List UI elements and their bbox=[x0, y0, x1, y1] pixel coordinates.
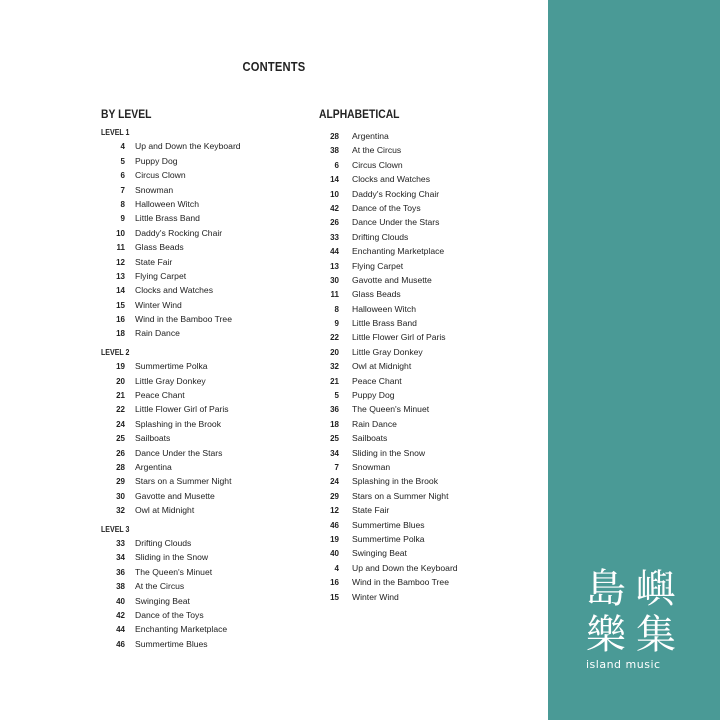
piece-title: The Queen's Minuet bbox=[352, 404, 430, 415]
list-item bbox=[101, 312, 301, 326]
page-number: 4 bbox=[120, 142, 125, 152]
list-item bbox=[101, 374, 301, 388]
list-item bbox=[319, 259, 519, 273]
piece-title: Summertime Polka bbox=[352, 533, 425, 544]
page-number: 21 bbox=[330, 376, 339, 386]
piece-title: Stars on a Summer Night bbox=[135, 476, 232, 487]
piece-title: Splashing in the Brook bbox=[135, 418, 221, 429]
piece-title: Rain Dance bbox=[352, 418, 397, 429]
piece-title: Argentina bbox=[135, 461, 172, 472]
list-item bbox=[319, 172, 519, 186]
piece-title: At the Circus bbox=[135, 581, 185, 592]
list-item bbox=[319, 489, 519, 503]
list-item bbox=[319, 546, 519, 560]
list-item bbox=[101, 565, 301, 579]
list-item bbox=[101, 211, 301, 225]
list-item bbox=[101, 255, 301, 269]
page-number: 22 bbox=[116, 405, 125, 415]
by-level-heading: BY LEVEL bbox=[101, 109, 152, 121]
list-item bbox=[319, 302, 519, 316]
list-item bbox=[101, 226, 301, 240]
page-number: 10 bbox=[116, 228, 125, 238]
piece-title: Drifting Clouds bbox=[135, 537, 192, 548]
piece-title: Little Flower Girl of Paris bbox=[135, 404, 229, 415]
page-number: 8 bbox=[120, 199, 125, 209]
piece-title: Glass Beads bbox=[135, 242, 184, 253]
list-item bbox=[319, 590, 519, 604]
page-number: 36 bbox=[330, 405, 339, 415]
piece-title: Little Brass Band bbox=[135, 213, 200, 224]
page-number: 20 bbox=[116, 376, 125, 386]
piece-title: Halloween Witch bbox=[352, 303, 416, 314]
piece-title: At the Circus bbox=[352, 145, 402, 156]
page-number: 32 bbox=[330, 362, 339, 372]
list-item bbox=[101, 608, 301, 622]
page-number: 11 bbox=[116, 243, 125, 253]
page-number: 9 bbox=[334, 319, 339, 329]
page-number: 16 bbox=[116, 315, 125, 325]
page-number: 14 bbox=[330, 175, 339, 185]
page-number: 21 bbox=[116, 391, 125, 401]
piece-title: Wind in the Bamboo Tree bbox=[135, 314, 232, 325]
list-item bbox=[319, 518, 519, 532]
list-item bbox=[319, 316, 519, 330]
list-item bbox=[319, 474, 519, 488]
list-item bbox=[319, 561, 519, 575]
list-item bbox=[101, 402, 301, 416]
piece-title: Flying Carpet bbox=[352, 260, 404, 271]
page-number: 15 bbox=[330, 592, 339, 602]
list-item bbox=[319, 230, 519, 244]
page-number: 29 bbox=[116, 477, 125, 487]
page-number: 19 bbox=[116, 362, 125, 372]
list-item bbox=[101, 183, 301, 197]
list-item bbox=[319, 460, 519, 474]
brand-name-line1: 島嶼 bbox=[586, 566, 686, 612]
page-number: 7 bbox=[334, 462, 339, 472]
piece-title: Sailboats bbox=[352, 433, 388, 444]
list-item bbox=[101, 637, 301, 651]
list-item bbox=[101, 359, 301, 373]
list-item bbox=[101, 168, 301, 182]
list-item bbox=[319, 215, 519, 229]
piece-title: Enchanting Marketplace bbox=[352, 246, 445, 257]
page-number: 7 bbox=[120, 185, 125, 195]
piece-title: Sliding in the Snow bbox=[135, 552, 209, 563]
page-number: 26 bbox=[116, 448, 125, 458]
brand-name-line2: 樂集 bbox=[586, 612, 686, 658]
page-number: 9 bbox=[120, 214, 125, 224]
piece-title: Puppy Dog bbox=[135, 155, 178, 166]
list-item bbox=[319, 417, 519, 431]
piece-title: Dance of the Toys bbox=[135, 609, 204, 620]
list-item bbox=[319, 129, 519, 143]
page-number: 5 bbox=[120, 156, 125, 166]
list-item bbox=[319, 244, 519, 258]
list-item bbox=[101, 269, 301, 283]
page-number: 18 bbox=[330, 419, 339, 429]
piece-title: Summertime Polka bbox=[135, 361, 208, 372]
list-item bbox=[319, 330, 519, 344]
piece-title: State Fair bbox=[135, 256, 173, 267]
page-number: 14 bbox=[116, 286, 125, 296]
page-number: 40 bbox=[330, 549, 339, 559]
page-number: 6 bbox=[334, 160, 339, 170]
piece-title: Gavotte and Musette bbox=[352, 274, 432, 285]
list-item bbox=[319, 158, 519, 172]
page-number: 15 bbox=[116, 300, 125, 310]
page-number: 46 bbox=[116, 639, 125, 649]
piece-title: Little Gray Donkey bbox=[135, 375, 206, 386]
list-item bbox=[101, 622, 301, 636]
page-number: 8 bbox=[334, 304, 339, 314]
page-number: 6 bbox=[120, 171, 125, 181]
list-item bbox=[319, 503, 519, 517]
page-number: 36 bbox=[116, 567, 125, 577]
level-label: LEVEL 3 bbox=[101, 523, 130, 534]
piece-title: Dance Under the Stars bbox=[352, 217, 440, 228]
piece-title: Clocks and Watches bbox=[352, 174, 431, 185]
piece-title: Stars on a Summer Night bbox=[352, 490, 449, 501]
piece-title: Splashing in the Brook bbox=[352, 476, 438, 487]
list-item bbox=[101, 417, 301, 431]
piece-title: Flying Carpet bbox=[135, 270, 187, 281]
list-item bbox=[101, 503, 301, 517]
piece-title: Glass Beads bbox=[352, 289, 401, 300]
alphabetical-column bbox=[319, 107, 519, 604]
brand-name-english: island music bbox=[586, 658, 661, 671]
page-number: 44 bbox=[330, 247, 339, 257]
page-number: 5 bbox=[334, 391, 339, 401]
page-number: 30 bbox=[116, 491, 125, 501]
page-number: 28 bbox=[116, 462, 125, 472]
page-number: 24 bbox=[116, 419, 125, 429]
list-item bbox=[319, 287, 519, 301]
list-item bbox=[101, 197, 301, 211]
page-number: 4 bbox=[334, 563, 339, 573]
page-number: 30 bbox=[330, 275, 339, 285]
page-number: 24 bbox=[330, 477, 339, 487]
page-number: 42 bbox=[330, 203, 339, 213]
piece-title: Snowman bbox=[352, 461, 391, 472]
page-number: 11 bbox=[330, 290, 339, 300]
list-item bbox=[101, 460, 301, 474]
piece-title: Halloween Witch bbox=[135, 198, 199, 209]
page-number: 40 bbox=[116, 596, 125, 606]
piece-title: Sailboats bbox=[135, 433, 171, 444]
list-item bbox=[101, 283, 301, 297]
list-item bbox=[319, 446, 519, 460]
page-number: 38 bbox=[330, 146, 339, 156]
page-number: 28 bbox=[330, 132, 339, 141]
page-number: 46 bbox=[330, 520, 339, 530]
list-item bbox=[101, 536, 301, 550]
page-number: 25 bbox=[116, 434, 125, 444]
piece-title: Circus Clown bbox=[352, 159, 403, 170]
page-number: 38 bbox=[116, 582, 125, 592]
level-label: LEVEL 2 bbox=[101, 346, 130, 357]
piece-title: State Fair bbox=[352, 505, 390, 516]
list-item bbox=[319, 273, 519, 287]
piece-title: Snowman bbox=[135, 184, 174, 195]
list-item bbox=[101, 240, 301, 254]
piece-title: Little Gray Donkey bbox=[352, 346, 423, 357]
piece-title: Winter Wind bbox=[352, 591, 399, 602]
page-number: 16 bbox=[330, 578, 339, 588]
page-number: 32 bbox=[116, 506, 125, 516]
list-item bbox=[101, 446, 301, 460]
piece-title: Up and Down the Keyboard bbox=[135, 141, 241, 152]
page-number: 44 bbox=[116, 625, 125, 635]
piece-title: Circus Clown bbox=[135, 170, 186, 181]
list-item bbox=[319, 402, 519, 416]
page-number: 20 bbox=[330, 347, 339, 357]
piece-title: Up and Down the Keyboard bbox=[352, 562, 458, 573]
list-item bbox=[101, 154, 301, 168]
piece-title: Summertime Blues bbox=[135, 638, 208, 649]
piece-title: Swinging Beat bbox=[352, 548, 407, 559]
page-number: 33 bbox=[330, 232, 339, 242]
page-number: 26 bbox=[330, 218, 339, 228]
list-item bbox=[319, 345, 519, 359]
page-number: 13 bbox=[116, 271, 125, 281]
piece-title: Little Flower Girl of Paris bbox=[352, 332, 446, 343]
level-label: LEVEL 1 bbox=[101, 127, 130, 137]
list-item bbox=[319, 431, 519, 445]
list-item bbox=[319, 532, 519, 546]
piece-title: Gavotte and Musette bbox=[135, 490, 215, 501]
piece-title: Daddy's Rocking Chair bbox=[135, 227, 223, 238]
by-level-column bbox=[101, 107, 301, 651]
piece-title: Little Brass Band bbox=[352, 318, 417, 329]
list-item bbox=[319, 201, 519, 215]
piece-title: Wind in the Bamboo Tree bbox=[352, 577, 449, 588]
page-number: 29 bbox=[330, 491, 339, 501]
list-item bbox=[101, 388, 301, 402]
list-item bbox=[319, 374, 519, 388]
list-item bbox=[101, 550, 301, 564]
page-number: 22 bbox=[330, 333, 339, 343]
alphabetical-list bbox=[319, 129, 519, 604]
piece-title: Summertime Blues bbox=[352, 519, 425, 530]
brand-logo bbox=[586, 566, 696, 671]
list-item bbox=[101, 474, 301, 488]
page-number: 33 bbox=[116, 538, 125, 548]
piece-title: The Queen's Minuet bbox=[135, 566, 213, 577]
piece-title: Daddy's Rocking Chair bbox=[352, 188, 440, 199]
list-item bbox=[101, 431, 301, 445]
piece-title: Peace Chant bbox=[352, 375, 402, 386]
piece-title: Dance of the Toys bbox=[352, 202, 421, 213]
piece-title: Puppy Dog bbox=[352, 390, 395, 401]
piece-title: Enchanting Marketplace bbox=[135, 624, 228, 635]
page-number: 12 bbox=[116, 257, 125, 267]
list-item bbox=[101, 298, 301, 312]
page-number: 34 bbox=[330, 448, 339, 458]
alphabetical-heading: ALPHABETICAL bbox=[319, 109, 400, 121]
level-groups bbox=[101, 125, 301, 651]
piece-title: Swinging Beat bbox=[135, 595, 190, 606]
piece-title: Peace Chant bbox=[135, 390, 185, 401]
list-item bbox=[319, 359, 519, 373]
page-number: 18 bbox=[116, 329, 125, 339]
list-item bbox=[319, 575, 519, 589]
page-number: 19 bbox=[330, 534, 339, 544]
page-number: 42 bbox=[116, 610, 125, 620]
list-item bbox=[101, 489, 301, 503]
piece-title: Drifting Clouds bbox=[352, 231, 409, 242]
list-item bbox=[101, 594, 301, 608]
piece-title: Owl at Midnight bbox=[135, 505, 195, 516]
page-number: 10 bbox=[330, 189, 339, 199]
page-number: 25 bbox=[330, 434, 339, 444]
piece-title: Sliding in the Snow bbox=[352, 447, 426, 458]
page-title: CONTENTS bbox=[242, 59, 306, 74]
piece-title: Clocks and Watches bbox=[135, 285, 214, 296]
list-item bbox=[101, 139, 301, 153]
list-item bbox=[319, 187, 519, 201]
list-item bbox=[319, 143, 519, 157]
piece-title: Rain Dance bbox=[135, 328, 180, 339]
page-number: 34 bbox=[116, 553, 125, 563]
list-item bbox=[101, 326, 301, 340]
page-number: 12 bbox=[330, 506, 339, 516]
piece-title: Winter Wind bbox=[135, 299, 182, 310]
page-number: 13 bbox=[330, 261, 339, 271]
piece-title: Argentina bbox=[352, 131, 389, 141]
list-item bbox=[319, 388, 519, 402]
list-item bbox=[101, 579, 301, 593]
piece-title: Dance Under the Stars bbox=[135, 447, 223, 458]
piece-title: Owl at Midnight bbox=[352, 361, 412, 372]
